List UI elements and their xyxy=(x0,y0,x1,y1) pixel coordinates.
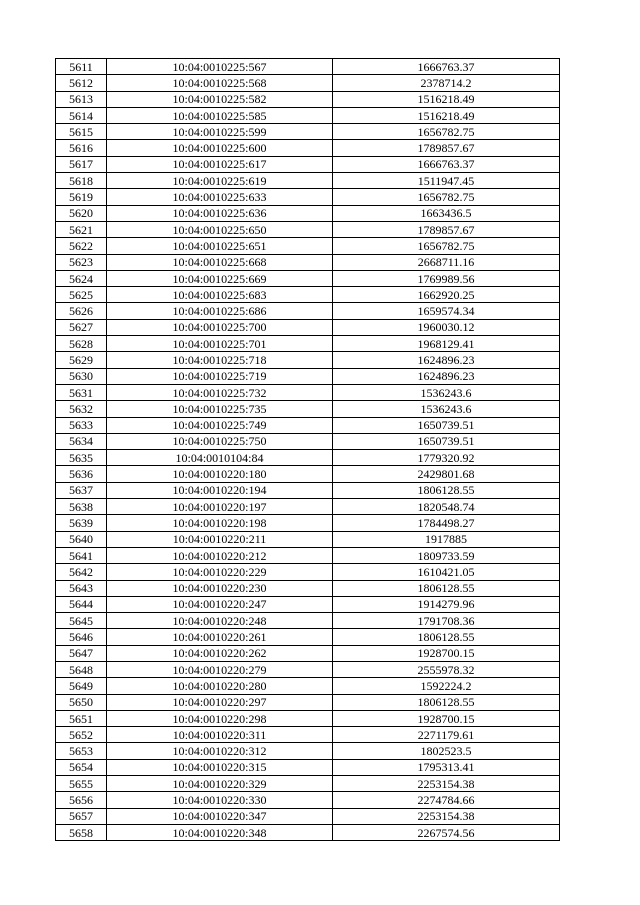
row-number-cell: 5624 xyxy=(56,270,107,286)
table-row xyxy=(56,433,560,449)
value-cell: 2555978.32 xyxy=(333,661,560,677)
table-row xyxy=(56,303,560,319)
cadastral-number-cell: 10:04:0010220:315 xyxy=(107,759,333,775)
table-row xyxy=(56,75,560,91)
value-cell: 1656782.75 xyxy=(333,238,560,254)
row-number-cell: 5627 xyxy=(56,319,107,335)
table-row xyxy=(56,205,560,221)
row-number-cell: 5650 xyxy=(56,694,107,710)
row-number-cell: 5635 xyxy=(56,450,107,466)
table-row xyxy=(56,336,560,352)
cadastral-number-cell: 10:04:0010220:248 xyxy=(107,613,333,629)
row-number-cell: 5645 xyxy=(56,613,107,629)
table-row xyxy=(56,792,560,808)
table-row xyxy=(56,499,560,515)
table-row xyxy=(56,450,560,466)
value-cell: 1656782.75 xyxy=(333,124,560,140)
row-number-cell: 5634 xyxy=(56,433,107,449)
value-cell: 1650739.51 xyxy=(333,433,560,449)
row-number-cell: 5640 xyxy=(56,531,107,547)
row-number-cell: 5629 xyxy=(56,352,107,368)
row-number-cell: 5611 xyxy=(56,59,107,75)
cadastral-number-cell: 10:04:0010225:633 xyxy=(107,189,333,205)
cadastral-number-cell: 10:04:0010225:719 xyxy=(107,368,333,384)
row-number-cell: 5620 xyxy=(56,205,107,221)
cadastral-number-cell: 10:04:0010225:686 xyxy=(107,303,333,319)
row-number-cell: 5643 xyxy=(56,580,107,596)
value-cell: 1928700.15 xyxy=(333,645,560,661)
table-row xyxy=(56,759,560,775)
value-cell: 1968129.41 xyxy=(333,336,560,352)
cadastral-number-cell: 10:04:0010220:347 xyxy=(107,808,333,824)
table-row xyxy=(56,482,560,498)
value-cell: 1610421.05 xyxy=(333,564,560,580)
value-cell: 1789857.67 xyxy=(333,140,560,156)
value-cell: 1662920.25 xyxy=(333,287,560,303)
cadastral-number-cell: 10:04:0010220:197 xyxy=(107,499,333,515)
cadastral-number-cell: 10:04:0010225:650 xyxy=(107,221,333,237)
row-number-cell: 5614 xyxy=(56,107,107,123)
cadastral-number-cell: 10:04:0010220:279 xyxy=(107,661,333,677)
table-row xyxy=(56,515,560,531)
row-number-cell: 5652 xyxy=(56,727,107,743)
row-number-cell: 5633 xyxy=(56,417,107,433)
cadastral-number-cell: 10:04:0010225:701 xyxy=(107,336,333,352)
value-cell: 1769989.56 xyxy=(333,270,560,286)
cadastral-number-cell: 10:04:0010225:567 xyxy=(107,59,333,75)
cadastral-number-cell: 10:04:0010220:211 xyxy=(107,531,333,547)
cadastral-number-cell: 10:04:0010225:568 xyxy=(107,75,333,91)
table-row xyxy=(56,710,560,726)
table-row xyxy=(56,287,560,303)
row-number-cell: 5639 xyxy=(56,515,107,531)
row-number-cell: 5657 xyxy=(56,808,107,824)
table-row xyxy=(56,727,560,743)
table-row xyxy=(56,824,560,840)
row-number-cell: 5615 xyxy=(56,124,107,140)
value-cell: 1806128.55 xyxy=(333,629,560,645)
cadastral-number-cell: 10:04:0010220:280 xyxy=(107,678,333,694)
cadastral-number-cell: 10:04:0010220:297 xyxy=(107,694,333,710)
table-row xyxy=(56,743,560,759)
cadastral-number-cell: 10:04:0010220:180 xyxy=(107,466,333,482)
row-number-cell: 5623 xyxy=(56,254,107,270)
row-number-cell: 5637 xyxy=(56,482,107,498)
value-cell: 1666763.37 xyxy=(333,156,560,172)
value-cell: 1791708.36 xyxy=(333,613,560,629)
cadastral-number-cell: 10:04:0010225:750 xyxy=(107,433,333,449)
value-cell: 1809733.59 xyxy=(333,547,560,563)
value-cell: 1917885 xyxy=(333,531,560,547)
table-row xyxy=(56,417,560,433)
table-row xyxy=(56,466,560,482)
cadastral-number-cell: 10:04:0010104:84 xyxy=(107,450,333,466)
row-number-cell: 5646 xyxy=(56,629,107,645)
table-row xyxy=(56,270,560,286)
table-row xyxy=(56,189,560,205)
row-number-cell: 5617 xyxy=(56,156,107,172)
cadastral-number-cell: 10:04:0010220:330 xyxy=(107,792,333,808)
cadastral-number-cell: 10:04:0010220:329 xyxy=(107,776,333,792)
cadastral-number-cell: 10:04:0010225:651 xyxy=(107,238,333,254)
cadastral-number-cell: 10:04:0010225:732 xyxy=(107,384,333,400)
cadastral-number-cell: 10:04:0010225:600 xyxy=(107,140,333,156)
table-row xyxy=(56,173,560,189)
table-body xyxy=(56,59,560,841)
row-number-cell: 5636 xyxy=(56,466,107,482)
row-number-cell: 5628 xyxy=(56,336,107,352)
table-row xyxy=(56,91,560,107)
row-number-cell: 5642 xyxy=(56,564,107,580)
table-row xyxy=(56,319,560,335)
table-row xyxy=(56,694,560,710)
table-row xyxy=(56,547,560,563)
row-number-cell: 5655 xyxy=(56,776,107,792)
value-cell: 2429801.68 xyxy=(333,466,560,482)
row-number-cell: 5656 xyxy=(56,792,107,808)
cadastral-number-cell: 10:04:0010220:230 xyxy=(107,580,333,596)
value-cell: 1516218.49 xyxy=(333,107,560,123)
cadastral-number-cell: 10:04:0010225:669 xyxy=(107,270,333,286)
table-row xyxy=(56,613,560,629)
row-number-cell: 5647 xyxy=(56,645,107,661)
table-row xyxy=(56,629,560,645)
row-number-cell: 5658 xyxy=(56,824,107,840)
table-row xyxy=(56,124,560,140)
table-row xyxy=(56,401,560,417)
value-cell: 1806128.55 xyxy=(333,482,560,498)
cadastral-number-cell: 10:04:0010220:311 xyxy=(107,727,333,743)
table-row xyxy=(56,678,560,694)
cadastral-number-cell: 10:04:0010220:198 xyxy=(107,515,333,531)
value-cell: 1511947.45 xyxy=(333,173,560,189)
value-cell: 1806128.55 xyxy=(333,694,560,710)
cadastral-number-cell: 10:04:0010225:718 xyxy=(107,352,333,368)
row-number-cell: 5618 xyxy=(56,173,107,189)
table-row xyxy=(56,254,560,270)
table-row xyxy=(56,596,560,612)
data-table xyxy=(55,58,560,841)
value-cell: 1806128.55 xyxy=(333,580,560,596)
table-row xyxy=(56,238,560,254)
table-row xyxy=(56,531,560,547)
cadastral-number-cell: 10:04:0010225:582 xyxy=(107,91,333,107)
row-number-cell: 5630 xyxy=(56,368,107,384)
row-number-cell: 5626 xyxy=(56,303,107,319)
row-number-cell: 5619 xyxy=(56,189,107,205)
value-cell: 2378714.2 xyxy=(333,75,560,91)
row-number-cell: 5616 xyxy=(56,140,107,156)
cadastral-number-cell: 10:04:0010225:749 xyxy=(107,417,333,433)
table-row xyxy=(56,661,560,677)
value-cell: 1656782.75 xyxy=(333,189,560,205)
row-number-cell: 5621 xyxy=(56,221,107,237)
value-cell: 1928700.15 xyxy=(333,710,560,726)
row-number-cell: 5644 xyxy=(56,596,107,612)
value-cell: 1795313.41 xyxy=(333,759,560,775)
cadastral-number-cell: 10:04:0010220:194 xyxy=(107,482,333,498)
row-number-cell: 5622 xyxy=(56,238,107,254)
row-number-cell: 5653 xyxy=(56,743,107,759)
value-cell: 1784498.27 xyxy=(333,515,560,531)
row-number-cell: 5631 xyxy=(56,384,107,400)
cadastral-number-cell: 10:04:0010225:599 xyxy=(107,124,333,140)
cadastral-number-cell: 10:04:0010225:585 xyxy=(107,107,333,123)
table-row xyxy=(56,776,560,792)
value-cell: 1820548.74 xyxy=(333,499,560,515)
cadastral-number-cell: 10:04:0010225:700 xyxy=(107,319,333,335)
value-cell: 2274784.66 xyxy=(333,792,560,808)
value-cell: 1666763.37 xyxy=(333,59,560,75)
value-cell: 1663436.5 xyxy=(333,205,560,221)
table-row xyxy=(56,645,560,661)
table-row xyxy=(56,59,560,75)
cadastral-number-cell: 10:04:0010225:636 xyxy=(107,205,333,221)
cadastral-number-cell: 10:04:0010225:619 xyxy=(107,173,333,189)
value-cell: 1789857.67 xyxy=(333,221,560,237)
row-number-cell: 5651 xyxy=(56,710,107,726)
value-cell: 2253154.38 xyxy=(333,776,560,792)
value-cell: 2253154.38 xyxy=(333,808,560,824)
value-cell: 1960030.12 xyxy=(333,319,560,335)
row-number-cell: 5649 xyxy=(56,678,107,694)
row-number-cell: 5625 xyxy=(56,287,107,303)
table-row xyxy=(56,156,560,172)
value-cell: 1914279.96 xyxy=(333,596,560,612)
row-number-cell: 5638 xyxy=(56,499,107,515)
value-cell: 1779320.92 xyxy=(333,450,560,466)
table-row xyxy=(56,368,560,384)
cadastral-number-cell: 10:04:0010220:229 xyxy=(107,564,333,580)
row-number-cell: 5613 xyxy=(56,91,107,107)
row-number-cell: 5612 xyxy=(56,75,107,91)
cadastral-number-cell: 10:04:0010220:312 xyxy=(107,743,333,759)
table-row xyxy=(56,808,560,824)
table-row xyxy=(56,580,560,596)
row-number-cell: 5654 xyxy=(56,759,107,775)
cadastral-number-cell: 10:04:0010220:298 xyxy=(107,710,333,726)
value-cell: 1624896.23 xyxy=(333,352,560,368)
row-number-cell: 5641 xyxy=(56,547,107,563)
table-row xyxy=(56,384,560,400)
value-cell: 2271179.61 xyxy=(333,727,560,743)
value-cell: 2267574.56 xyxy=(333,824,560,840)
table-row xyxy=(56,352,560,368)
value-cell: 1516218.49 xyxy=(333,91,560,107)
cadastral-number-cell: 10:04:0010220:262 xyxy=(107,645,333,661)
cadastral-number-cell: 10:04:0010220:261 xyxy=(107,629,333,645)
cadastral-number-cell: 10:04:0010225:735 xyxy=(107,401,333,417)
cadastral-number-cell: 10:04:0010220:212 xyxy=(107,547,333,563)
value-cell: 2668711.16 xyxy=(333,254,560,270)
value-cell: 1650739.51 xyxy=(333,417,560,433)
value-cell: 1802523.5 xyxy=(333,743,560,759)
value-cell: 1536243.6 xyxy=(333,401,560,417)
cadastral-number-cell: 10:04:0010220:247 xyxy=(107,596,333,612)
cadastral-number-cell: 10:04:0010225:617 xyxy=(107,156,333,172)
cadastral-number-cell: 10:04:0010225:668 xyxy=(107,254,333,270)
table-row xyxy=(56,107,560,123)
row-number-cell: 5648 xyxy=(56,661,107,677)
row-number-cell: 5632 xyxy=(56,401,107,417)
value-cell: 1592224.2 xyxy=(333,678,560,694)
value-cell: 1659574.34 xyxy=(333,303,560,319)
table-row xyxy=(56,140,560,156)
cadastral-number-cell: 10:04:0010225:683 xyxy=(107,287,333,303)
value-cell: 1536243.6 xyxy=(333,384,560,400)
table-row xyxy=(56,221,560,237)
cadastral-number-cell: 10:04:0010220:348 xyxy=(107,824,333,840)
value-cell: 1624896.23 xyxy=(333,368,560,384)
table-row xyxy=(56,564,560,580)
